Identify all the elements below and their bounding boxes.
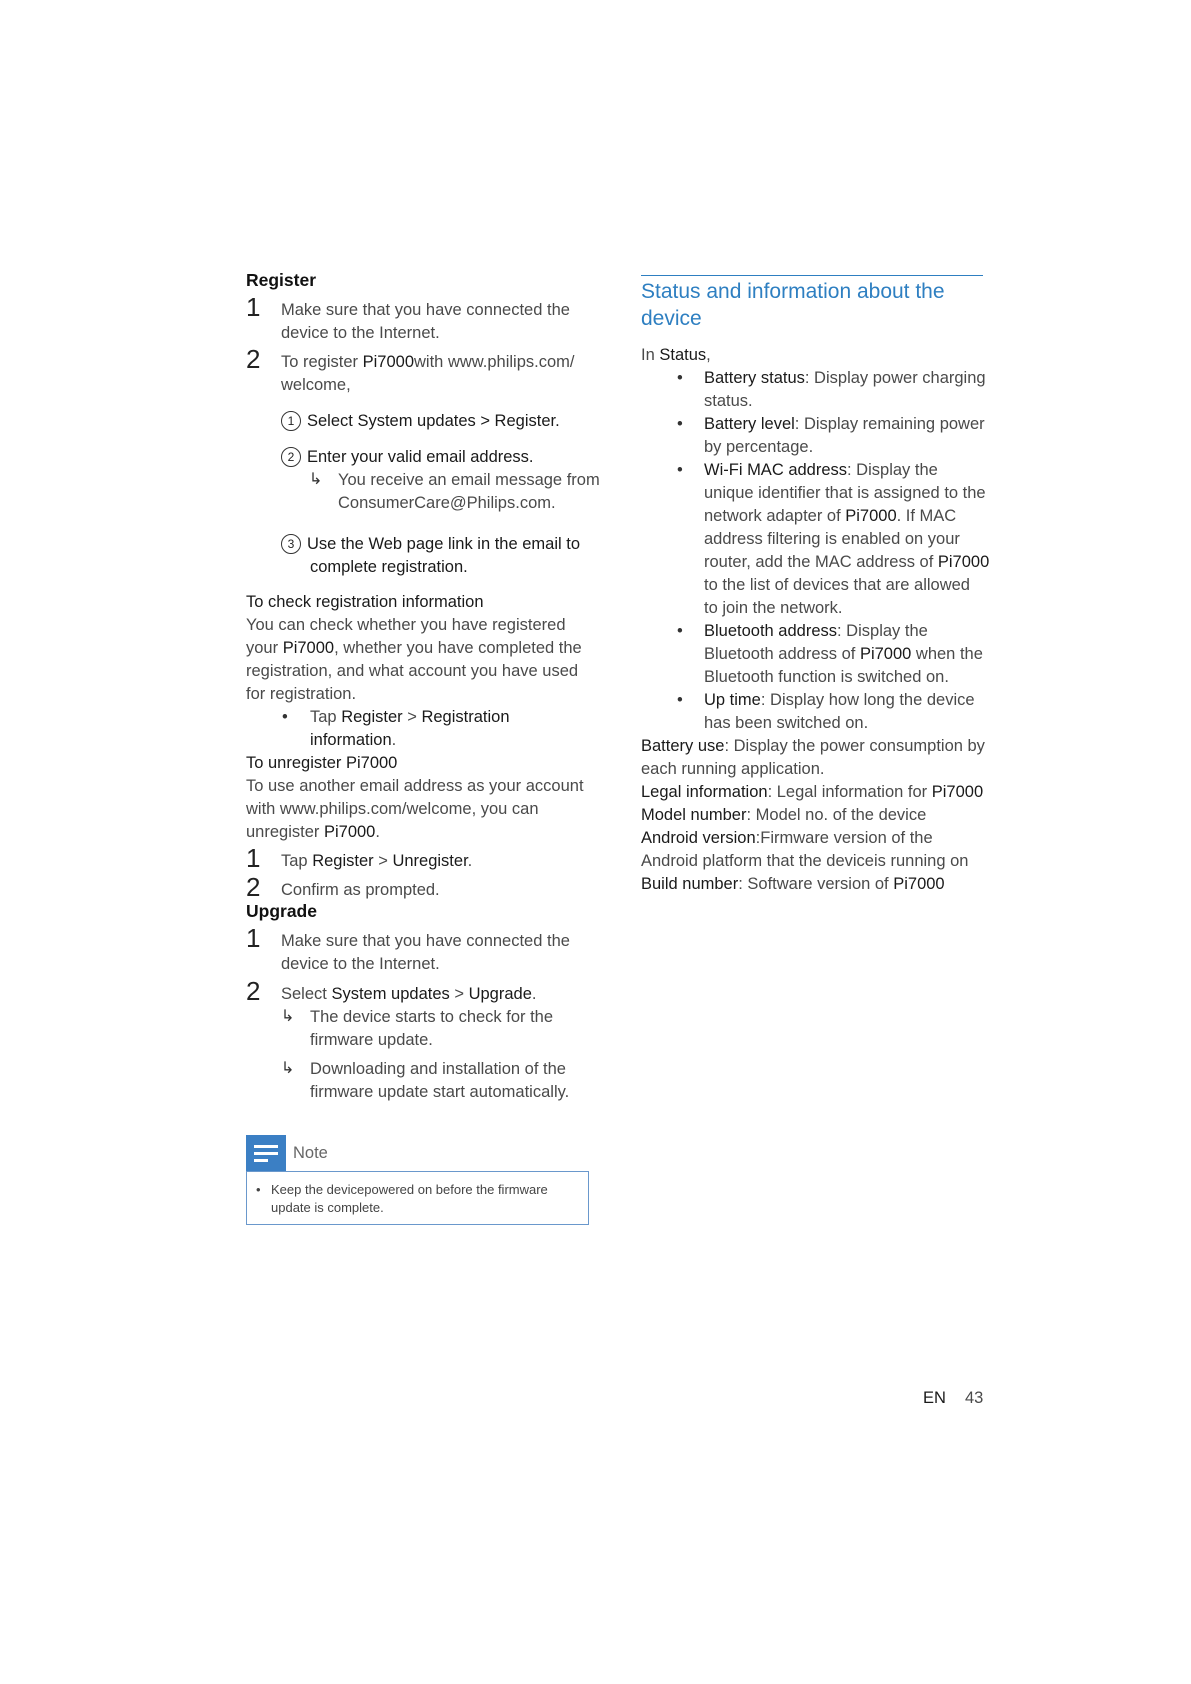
intro-text: In Status, bbox=[641, 346, 711, 364]
note-label: Note bbox=[293, 1144, 328, 1162]
bullet-text: Bluetooth address: Display the bbox=[704, 622, 928, 640]
step-text: Make sure that you have connected the bbox=[281, 932, 570, 950]
body-text: for registration. bbox=[246, 685, 357, 703]
section-title: device bbox=[641, 307, 702, 330]
bullet-text: Battery level: Display remaining power bbox=[704, 415, 985, 433]
body-text: You can check whether you have registered bbox=[246, 616, 566, 634]
legal-information-text: Legal information: Legal information for Pi7000 bbox=[641, 783, 984, 801]
product-name: Pi7000 bbox=[362, 353, 415, 371]
body-text: To use another email address as your account bbox=[246, 777, 584, 795]
result-text: The device starts to check for the bbox=[310, 1008, 554, 1026]
result-text: You receive an email message from bbox=[338, 471, 600, 489]
bullet-text: by percentage. bbox=[704, 438, 814, 456]
circled-number: 2 bbox=[281, 447, 301, 467]
step-number: 2 bbox=[246, 344, 261, 374]
step-text: To register Pi7000with www.philips.com/ bbox=[281, 353, 575, 371]
bullet-text: to join the network. bbox=[704, 599, 843, 617]
step-text: device to the Internet. bbox=[281, 955, 440, 973]
bullet-text: Up time: Display how long the device bbox=[704, 691, 975, 709]
check-registration-heading: To check registration information bbox=[246, 593, 484, 611]
step-text: Select System updates > Upgrade. bbox=[281, 985, 537, 1003]
android-version-text: Android platform that the deviceis running on bbox=[641, 852, 969, 870]
section-title: Status and information about the bbox=[641, 280, 945, 303]
step-number: 2 bbox=[246, 976, 261, 1006]
substep-2: 2 Enter your valid email address. bbox=[281, 446, 534, 469]
battery-use-text: each running application. bbox=[641, 760, 825, 778]
body-text: with www.philips.com/welcome, you can bbox=[246, 800, 539, 818]
bullet-text: address filtering is enabled on your bbox=[704, 530, 960, 548]
result-text: firmware update. bbox=[310, 1031, 433, 1049]
bullet-text: Wi-Fi MAC address: Display the bbox=[704, 461, 938, 479]
step-text: Make sure that you have connected the bbox=[281, 301, 570, 319]
body-text: unregister Pi7000. bbox=[246, 823, 380, 841]
unregister-heading: To unregister Pi7000 bbox=[246, 754, 398, 772]
step-text: device to the Internet. bbox=[281, 324, 440, 342]
model-number-text: Model number: Model no. of the device bbox=[641, 806, 927, 824]
bullet-text: Bluetooth function is switched on. bbox=[704, 668, 949, 686]
result-arrow-icon: ↳ bbox=[309, 471, 323, 488]
step-text: Tap Register > Unregister. bbox=[281, 852, 473, 870]
bullet-text: has been switched on. bbox=[704, 714, 869, 732]
bullet-text: Tap Register > Registration bbox=[310, 708, 510, 726]
step-number: 1 bbox=[246, 292, 261, 322]
substep-1: 1 Select System updates > Register. bbox=[281, 410, 560, 433]
bullet-icon: • bbox=[677, 415, 683, 433]
step-text: welcome, bbox=[281, 376, 351, 394]
bullet-text: status. bbox=[704, 392, 753, 410]
result-text: firmware update start automatically. bbox=[310, 1083, 570, 1101]
android-version-text: Android version:Firmware version of the bbox=[641, 829, 933, 847]
result-arrow-icon: ↳ bbox=[281, 1008, 295, 1025]
step-text: Confirm as prompted. bbox=[281, 881, 440, 899]
note-text: Keep the devicepowered on before the firmware bbox=[271, 1182, 548, 1197]
circled-number: 3 bbox=[281, 534, 301, 554]
build-number-text: Build number: Software version of Pi7000 bbox=[641, 875, 945, 893]
bullet-text: information. bbox=[310, 731, 397, 749]
bullet-icon: • bbox=[677, 622, 683, 640]
substep-text: complete registration. bbox=[310, 558, 468, 576]
bullet-text: unique identifier that is assigned to the bbox=[704, 484, 986, 502]
page-number: 43 bbox=[965, 1389, 984, 1407]
bullet-text: Battery status: Display power charging bbox=[704, 369, 986, 387]
result-arrow-icon: ↳ bbox=[281, 1060, 295, 1077]
result-text: ConsumerCare@Philips.com. bbox=[338, 494, 556, 512]
step-number: 1 bbox=[246, 923, 261, 953]
bullet-text: network adapter of Pi7000. If MAC bbox=[704, 507, 957, 525]
upgrade-heading: Upgrade bbox=[246, 901, 317, 921]
battery-use-text: Battery use: Display the power consumption by bbox=[641, 737, 985, 755]
substep-3: 3 Use the Web page link in the email to bbox=[281, 533, 580, 556]
step-number: 2 bbox=[246, 872, 261, 902]
register-heading: Register bbox=[246, 270, 317, 290]
title-rule bbox=[641, 275, 983, 276]
bullet-icon: • bbox=[282, 708, 288, 726]
body-text: registration, and what account you have used bbox=[246, 662, 579, 680]
step-number: 1 bbox=[246, 843, 261, 873]
bullet-text: router, add the MAC address of Pi7000 bbox=[704, 553, 990, 571]
result-text: Downloading and installation of the bbox=[310, 1060, 566, 1078]
bullet-text: to the list of devices that are allowed bbox=[704, 576, 970, 594]
circled-number: 1 bbox=[281, 411, 301, 431]
bullet-icon: • bbox=[677, 461, 683, 479]
body-text: your Pi7000, whether you have completed the bbox=[246, 639, 582, 657]
product-name: Pi7000 bbox=[282, 639, 335, 657]
bullet-icon: • bbox=[677, 691, 683, 709]
bullet-icon: • bbox=[677, 369, 683, 387]
bullet-text: Bluetooth address of Pi7000 when the bbox=[704, 645, 983, 663]
product-name: Pi7000 bbox=[323, 823, 376, 841]
footer-language: EN bbox=[923, 1389, 946, 1407]
note-icon bbox=[246, 1135, 286, 1171]
note-text: update is complete. bbox=[271, 1200, 384, 1215]
bullet-icon: • bbox=[256, 1182, 261, 1197]
